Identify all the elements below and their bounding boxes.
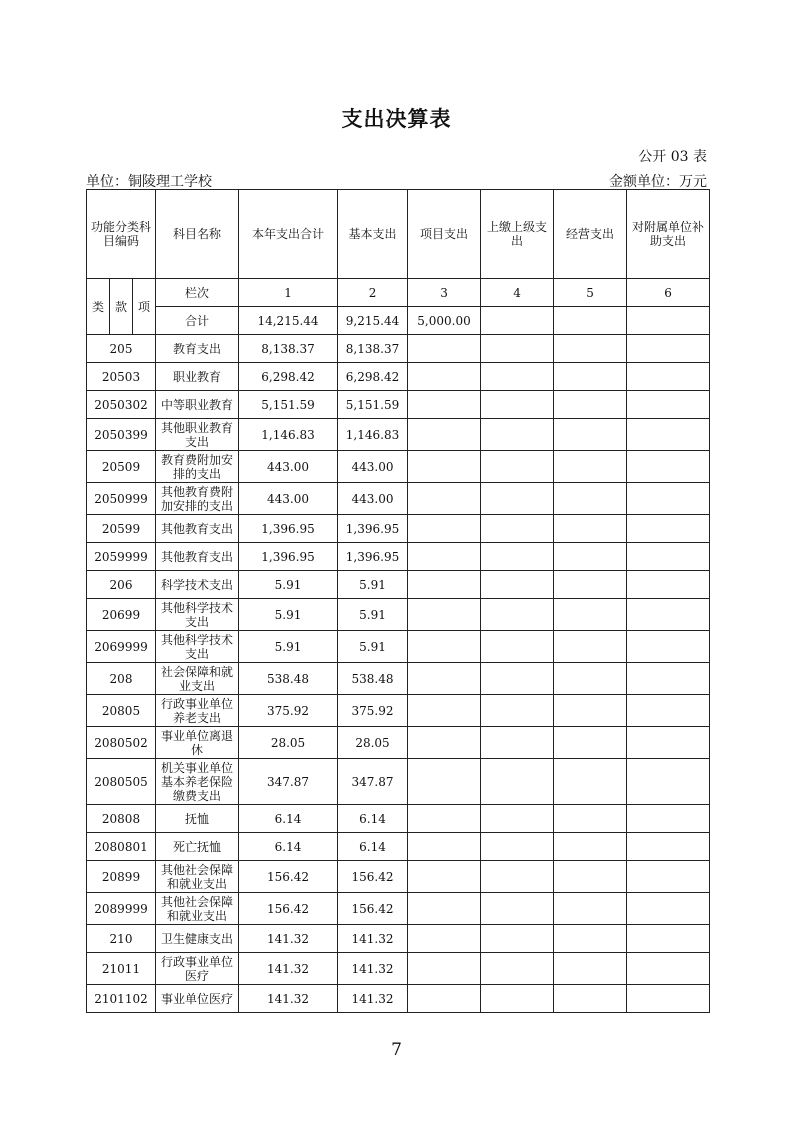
row-code: 2080505	[87, 759, 156, 805]
row-upper	[481, 599, 554, 631]
row-basic: 1,396.95	[338, 515, 408, 543]
money-unit-label: 金额单位：万元	[609, 174, 707, 190]
row-basic: 347.87	[338, 759, 408, 805]
row-business	[554, 631, 627, 663]
row-business	[554, 451, 627, 483]
row-upper	[481, 483, 554, 515]
row-name: 行政事业单位养老支出	[156, 695, 239, 727]
page-number: 7	[391, 1040, 402, 1060]
row-business	[554, 663, 627, 695]
row-upper	[481, 985, 554, 1013]
row-basic: 5.91	[338, 571, 408, 599]
row-total: 156.42	[239, 861, 338, 893]
row-business	[554, 861, 627, 893]
row-business	[554, 953, 627, 985]
table-row	[87, 805, 710, 833]
row-project	[408, 363, 481, 391]
row-upper	[481, 631, 554, 663]
row-name: 其他教育费附加安排的支出	[156, 483, 239, 515]
table-row	[87, 925, 710, 953]
table-row	[87, 833, 710, 861]
table-row	[87, 451, 710, 483]
row-total: 6.14	[239, 833, 338, 861]
row-name: 机关事业单位基本养老保险缴费支出	[156, 759, 239, 805]
row-basic: 141.32	[338, 985, 408, 1013]
row-basic: 156.42	[338, 893, 408, 925]
row-basic: 1,146.83	[338, 419, 408, 451]
row-subsidiary	[627, 419, 710, 451]
row-project	[408, 571, 481, 599]
row-basic: 6,298.42	[338, 363, 408, 391]
row-subsidiary	[627, 985, 710, 1013]
row-subsidiary	[627, 483, 710, 515]
row-business	[554, 805, 627, 833]
row-code: 205	[87, 335, 156, 363]
row-project	[408, 833, 481, 861]
table-row	[87, 695, 710, 727]
row-name: 科学技术支出	[156, 571, 239, 599]
row-business	[554, 515, 627, 543]
row-code: 208	[87, 663, 156, 695]
row-name: 卫生健康支出	[156, 925, 239, 953]
total-business	[554, 307, 627, 335]
row-total: 5.91	[239, 599, 338, 631]
row-business	[554, 363, 627, 391]
row-project	[408, 985, 481, 1013]
row-total: 443.00	[239, 451, 338, 483]
row-upper	[481, 925, 554, 953]
table-row	[87, 391, 710, 419]
table-row	[87, 759, 710, 805]
row-code: 20899	[87, 861, 156, 893]
table-row	[87, 893, 710, 925]
row-name: 其他科学技术支出	[156, 599, 239, 631]
row-subsidiary	[627, 451, 710, 483]
row-total: 5,151.59	[239, 391, 338, 419]
row-basic: 6.14	[338, 805, 408, 833]
row-name: 抚恤	[156, 805, 239, 833]
page-title: 支出决算表	[341, 107, 452, 131]
header-project: 项目支出	[408, 190, 481, 279]
header-xiang: 项	[133, 279, 156, 335]
total-basic: 9,215.44	[338, 307, 408, 335]
row-total: 6.14	[239, 805, 338, 833]
row-name: 其他科学技术支出	[156, 631, 239, 663]
row-code: 2080502	[87, 727, 156, 759]
row-total: 347.87	[239, 759, 338, 805]
row-subsidiary	[627, 543, 710, 571]
row-name: 社会保障和就业支出	[156, 663, 239, 695]
row-upper	[481, 861, 554, 893]
row-basic: 5.91	[338, 631, 408, 663]
row-project	[408, 419, 481, 451]
row-name: 其他社会保障和就业支出	[156, 861, 239, 893]
row-project	[408, 515, 481, 543]
row-project	[408, 451, 481, 483]
row-subsidiary	[627, 663, 710, 695]
row-subsidiary	[627, 391, 710, 419]
row-subsidiary	[627, 925, 710, 953]
row-total: 1,396.95	[239, 543, 338, 571]
row-code: 210	[87, 925, 156, 953]
row-basic: 28.05	[338, 727, 408, 759]
unit-label: 单位：铜陵理工学校	[86, 174, 212, 190]
row-project	[408, 953, 481, 985]
row-name: 教育支出	[156, 335, 239, 363]
row-project	[408, 391, 481, 419]
row-business	[554, 925, 627, 953]
header-kuan: 款	[110, 279, 133, 335]
row-basic: 1,396.95	[338, 543, 408, 571]
row-total: 141.32	[239, 925, 338, 953]
row-basic: 5.91	[338, 599, 408, 631]
row-code: 20808	[87, 805, 156, 833]
row-project	[408, 695, 481, 727]
row-name: 其他教育支出	[156, 543, 239, 571]
row-project	[408, 335, 481, 363]
table-row	[87, 515, 710, 543]
row-name: 事业单位离退休	[156, 727, 239, 759]
header-lei: 类	[87, 279, 110, 335]
header-business: 经营支出	[554, 190, 627, 279]
column-number: 6	[627, 279, 710, 307]
row-upper	[481, 833, 554, 861]
row-total: 141.32	[239, 953, 338, 985]
row-subsidiary	[627, 759, 710, 805]
row-total: 28.05	[239, 727, 338, 759]
row-upper	[481, 759, 554, 805]
header-upper: 上缴上级支出	[481, 190, 554, 279]
row-code: 2101102	[87, 985, 156, 1013]
row-total: 1,396.95	[239, 515, 338, 543]
table-row	[87, 953, 710, 985]
row-subsidiary	[627, 805, 710, 833]
table-row	[87, 727, 710, 759]
row-code: 2089999	[87, 893, 156, 925]
row-basic: 5,151.59	[338, 391, 408, 419]
total-project: 5,000.00	[408, 307, 481, 335]
row-subsidiary	[627, 335, 710, 363]
row-basic: 141.32	[338, 953, 408, 985]
row-total: 141.32	[239, 985, 338, 1013]
row-business	[554, 893, 627, 925]
table-row	[87, 631, 710, 663]
row-code: 206	[87, 571, 156, 599]
row-upper	[481, 571, 554, 599]
row-name: 职业教育	[156, 363, 239, 391]
row-project	[408, 663, 481, 695]
row-upper	[481, 663, 554, 695]
column-number: 2	[338, 279, 408, 307]
form-number: 公开 03 表	[638, 149, 707, 165]
row-code: 20509	[87, 451, 156, 483]
row-subsidiary	[627, 861, 710, 893]
row-name: 其他教育支出	[156, 515, 239, 543]
row-upper	[481, 363, 554, 391]
table-row	[87, 543, 710, 571]
row-business	[554, 985, 627, 1013]
row-total: 6,298.42	[239, 363, 338, 391]
row-total: 156.42	[239, 893, 338, 925]
table-row	[87, 483, 710, 515]
column-number: 3	[408, 279, 481, 307]
row-upper	[481, 695, 554, 727]
row-basic: 8,138.37	[338, 335, 408, 363]
row-name: 其他职业教育支出	[156, 419, 239, 451]
row-subsidiary	[627, 599, 710, 631]
column-number: 1	[239, 279, 338, 307]
expenditure-table	[86, 189, 710, 1013]
row-basic: 538.48	[338, 663, 408, 695]
row-total: 5.91	[239, 571, 338, 599]
row-code: 20503	[87, 363, 156, 391]
row-upper	[481, 419, 554, 451]
header-total: 本年支出合计	[239, 190, 338, 279]
row-business	[554, 833, 627, 861]
row-project	[408, 631, 481, 663]
row-total: 443.00	[239, 483, 338, 515]
header-subsidiary: 对附属单位补助支出	[627, 190, 710, 279]
row-project	[408, 727, 481, 759]
table-header-row	[87, 190, 710, 279]
row-project	[408, 599, 481, 631]
row-business	[554, 543, 627, 571]
table-row	[87, 363, 710, 391]
row-name: 教育费附加安排的支出	[156, 451, 239, 483]
row-code: 20805	[87, 695, 156, 727]
row-business	[554, 391, 627, 419]
table-row	[87, 335, 710, 363]
row-business	[554, 759, 627, 805]
row-project	[408, 805, 481, 833]
table-row	[87, 861, 710, 893]
row-business	[554, 727, 627, 759]
table-row	[87, 663, 710, 695]
header-basic: 基本支出	[338, 190, 408, 279]
row-basic: 375.92	[338, 695, 408, 727]
row-subsidiary	[627, 363, 710, 391]
row-basic: 156.42	[338, 861, 408, 893]
row-project	[408, 893, 481, 925]
row-code: 20599	[87, 515, 156, 543]
row-basic: 141.32	[338, 925, 408, 953]
total-row	[87, 307, 710, 335]
column-number: 5	[554, 279, 627, 307]
row-subsidiary	[627, 833, 710, 861]
row-code: 2050999	[87, 483, 156, 515]
row-upper	[481, 391, 554, 419]
row-total: 375.92	[239, 695, 338, 727]
row-basic: 443.00	[338, 483, 408, 515]
total-label: 合计	[156, 307, 239, 335]
row-upper	[481, 515, 554, 543]
row-project	[408, 759, 481, 805]
row-total: 5.91	[239, 631, 338, 663]
total-amount: 14,215.44	[239, 307, 338, 335]
row-code: 20699	[87, 599, 156, 631]
row-code: 2080801	[87, 833, 156, 861]
total-subsidiary	[627, 307, 710, 335]
row-business	[554, 419, 627, 451]
row-total: 538.48	[239, 663, 338, 695]
row-upper	[481, 953, 554, 985]
row-name: 死亡抚恤	[156, 833, 239, 861]
header-name: 科目名称	[156, 190, 239, 279]
row-name: 中等职业教育	[156, 391, 239, 419]
row-name: 事业单位医疗	[156, 985, 239, 1013]
row-business	[554, 335, 627, 363]
row-upper	[481, 893, 554, 925]
row-project	[408, 925, 481, 953]
row-project	[408, 543, 481, 571]
row-project	[408, 483, 481, 515]
row-basic: 443.00	[338, 451, 408, 483]
row-code: 2059999	[87, 543, 156, 571]
row-subsidiary	[627, 515, 710, 543]
row-business	[554, 695, 627, 727]
row-subsidiary	[627, 571, 710, 599]
total-upper	[481, 307, 554, 335]
table-row	[87, 985, 710, 1013]
row-code: 2069999	[87, 631, 156, 663]
row-basic: 6.14	[338, 833, 408, 861]
row-total: 1,146.83	[239, 419, 338, 451]
row-subsidiary	[627, 953, 710, 985]
column-number: 4	[481, 279, 554, 307]
row-code: 21011	[87, 953, 156, 985]
column-label: 栏次	[156, 279, 239, 307]
column-number-row	[87, 279, 710, 307]
header-code: 功能分类科目编码	[87, 190, 156, 279]
row-upper	[481, 451, 554, 483]
row-subsidiary	[627, 893, 710, 925]
row-subsidiary	[627, 727, 710, 759]
row-upper	[481, 335, 554, 363]
row-upper	[481, 805, 554, 833]
table-row	[87, 419, 710, 451]
table-row	[87, 599, 710, 631]
row-name: 其他社会保障和就业支出	[156, 893, 239, 925]
row-project	[408, 861, 481, 893]
row-name: 行政事业单位医疗	[156, 953, 239, 985]
row-business	[554, 571, 627, 599]
row-subsidiary	[627, 631, 710, 663]
row-code: 2050399	[87, 419, 156, 451]
row-upper	[481, 727, 554, 759]
row-business	[554, 483, 627, 515]
row-code: 2050302	[87, 391, 156, 419]
row-upper	[481, 543, 554, 571]
row-total: 8,138.37	[239, 335, 338, 363]
row-business	[554, 599, 627, 631]
row-subsidiary	[627, 695, 710, 727]
table-row	[87, 571, 710, 599]
